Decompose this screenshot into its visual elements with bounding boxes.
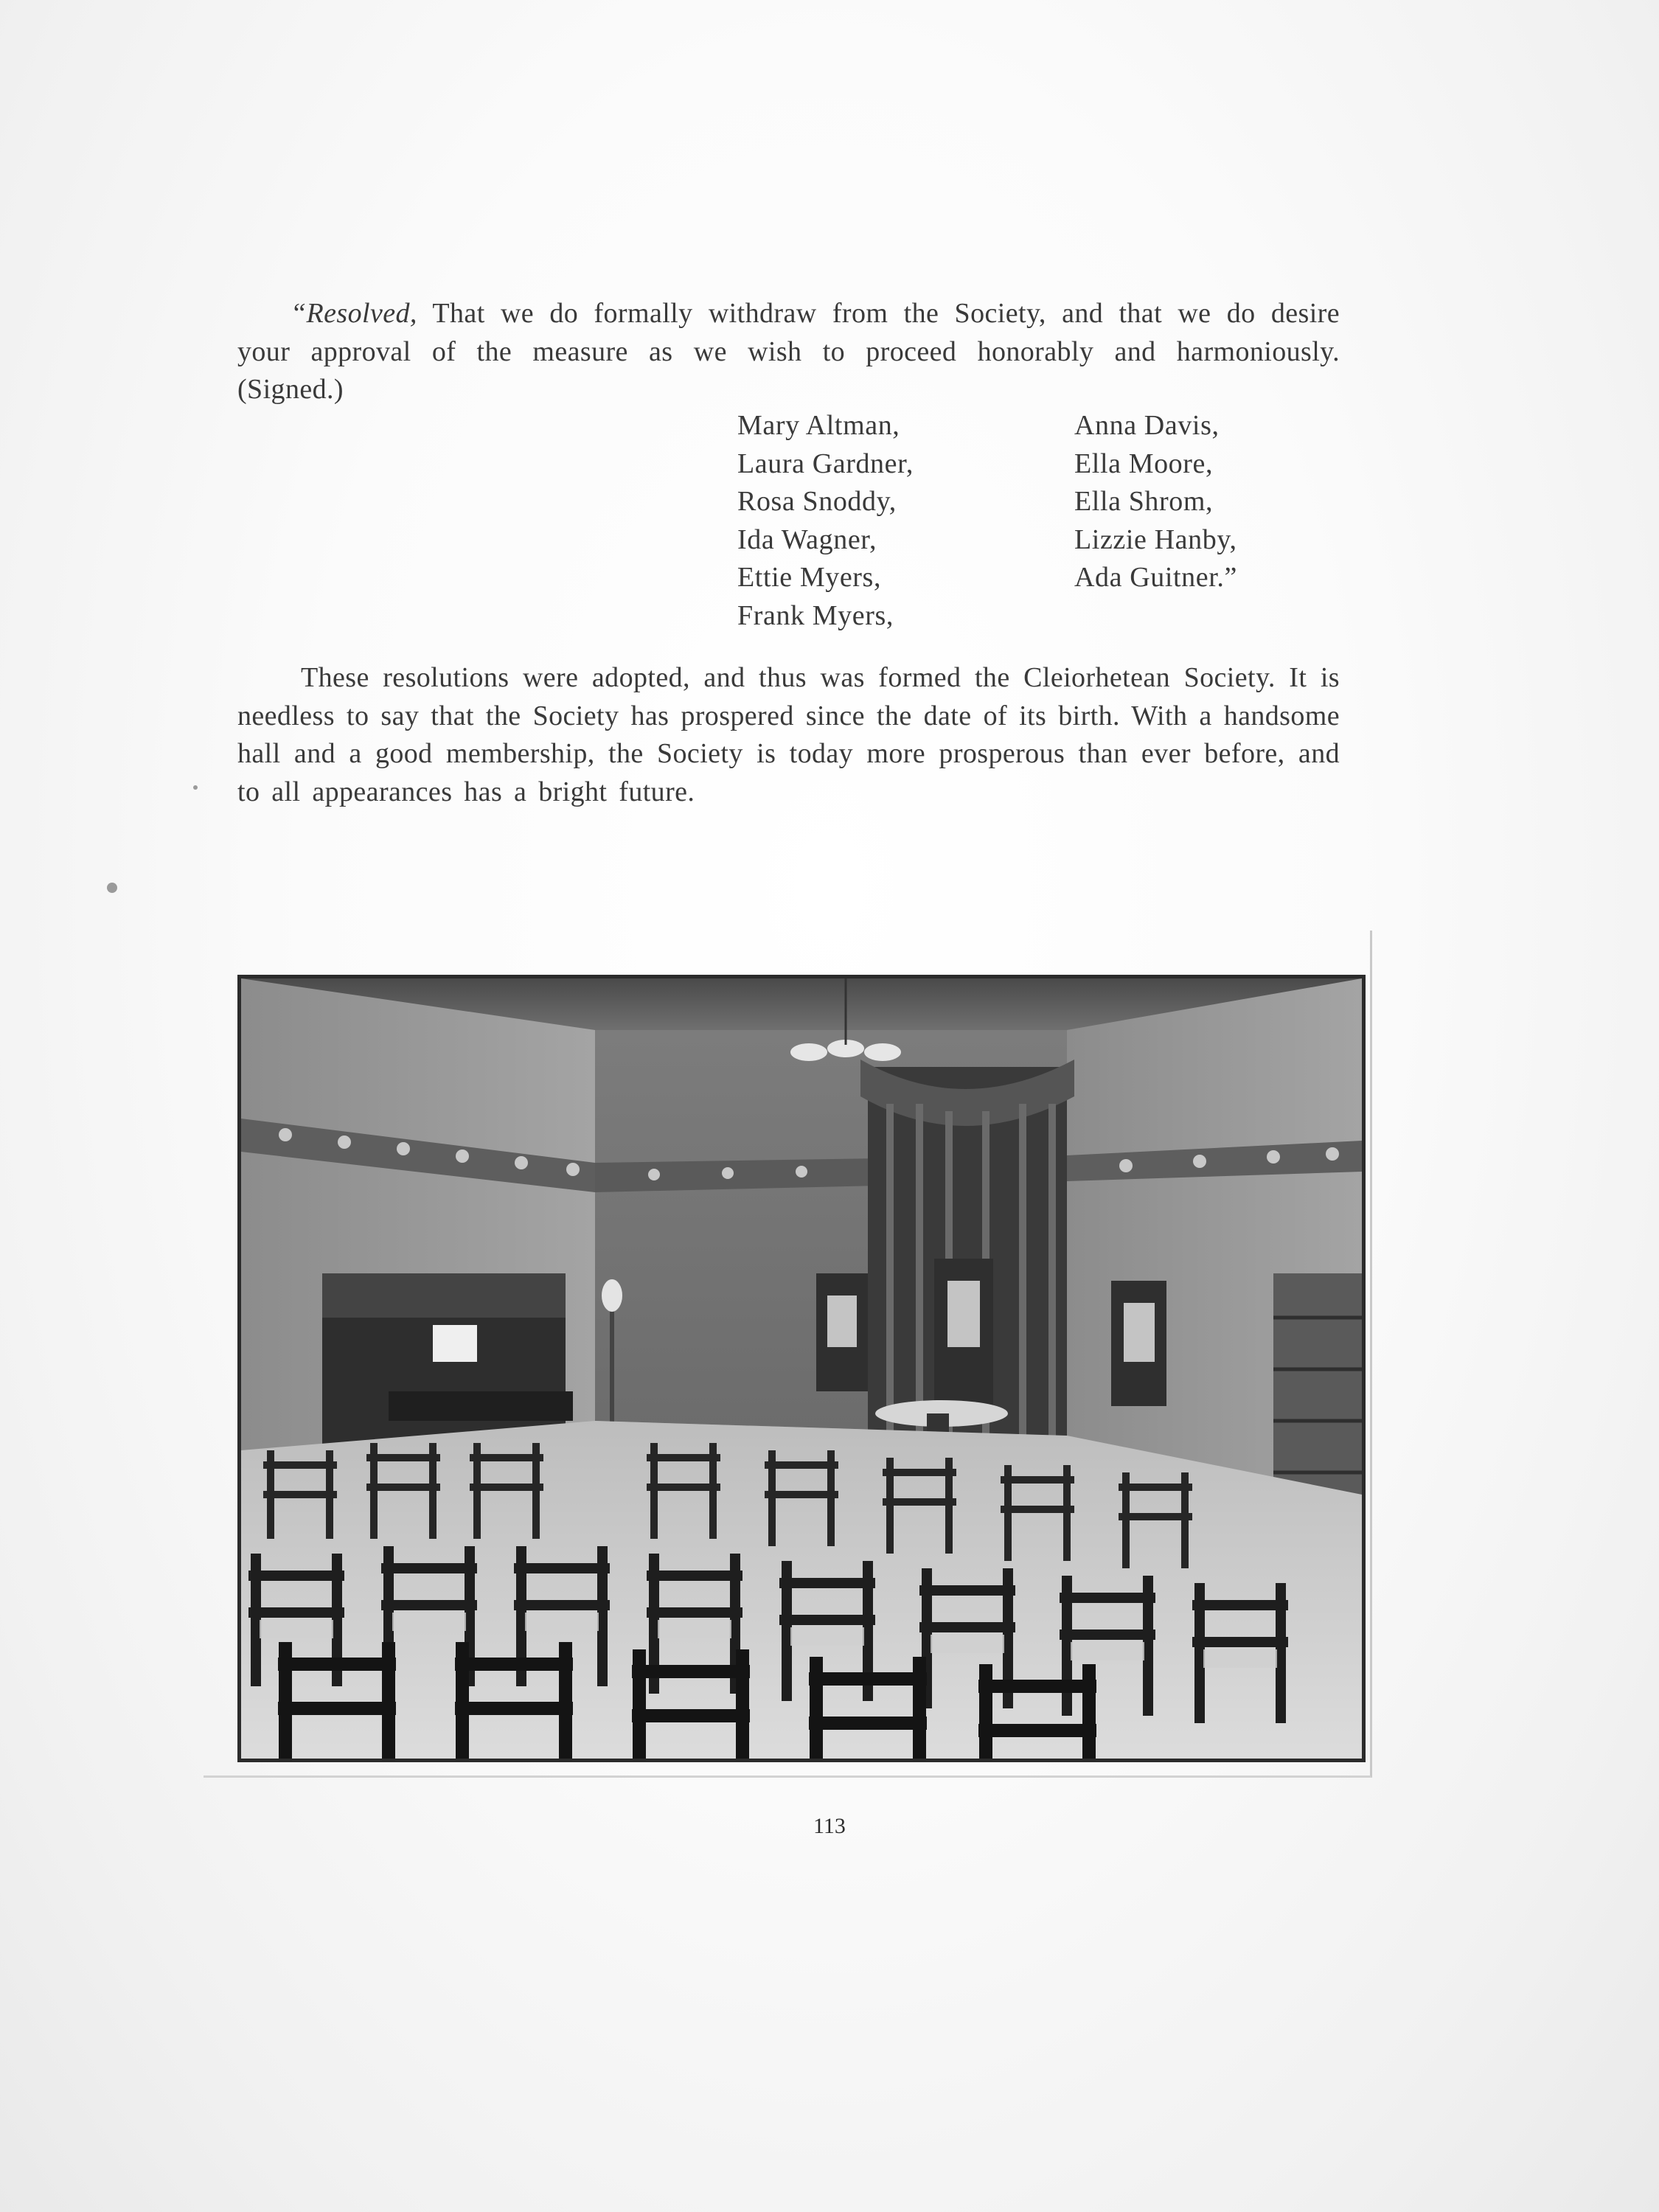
signatory-name: Anna Davis, — [1074, 410, 1220, 441]
paper-blemish — [193, 785, 198, 790]
signatory-name: Laura Gardner, — [737, 448, 914, 479]
signatory-name: Ella Moore, — [1074, 448, 1214, 479]
history-paragraph — [237, 659, 1340, 811]
signatory-name: Ida Wagner, — [737, 524, 877, 555]
resolved-word: “Resolved, — [291, 298, 417, 329]
paper-blemish — [107, 883, 117, 893]
resolution-paragraph — [237, 295, 1340, 409]
signatory-name: Rosa Snoddy, — [737, 486, 897, 517]
signatory-name: Lizzie Hanby, — [1074, 524, 1237, 555]
page-number: 113 — [813, 1814, 846, 1838]
society-hall-photo — [237, 975, 1366, 1762]
resolution-text: That we do formally withdraw from the Society, and that we do desire your approval of the measure as we wish to proceed honorably and harmoniously. (Signed.) — [237, 298, 1340, 405]
signatory-name: Ettie Myers, — [737, 562, 882, 593]
hall-interior-illustration — [241, 978, 1362, 1759]
signatory-column-2 — [1074, 407, 1237, 597]
history-text: These resolutions were adopted, and thus was formed the Cleiorhetean Society. It is needless to say that the Society has prospered since the date of its birth. With a handsome hall and a good membership, the Society is today more prosperous than ever before, and to all appearances has a bright future. — [237, 662, 1340, 807]
signatory-name: Frank Myers, — [737, 599, 894, 631]
signatory-name: Ella Shrom, — [1074, 486, 1214, 517]
signatory-name: Mary Altman, — [737, 410, 900, 441]
signatory-name: Ada Guitner.” — [1074, 562, 1237, 593]
signatory-column-1 — [737, 407, 914, 635]
